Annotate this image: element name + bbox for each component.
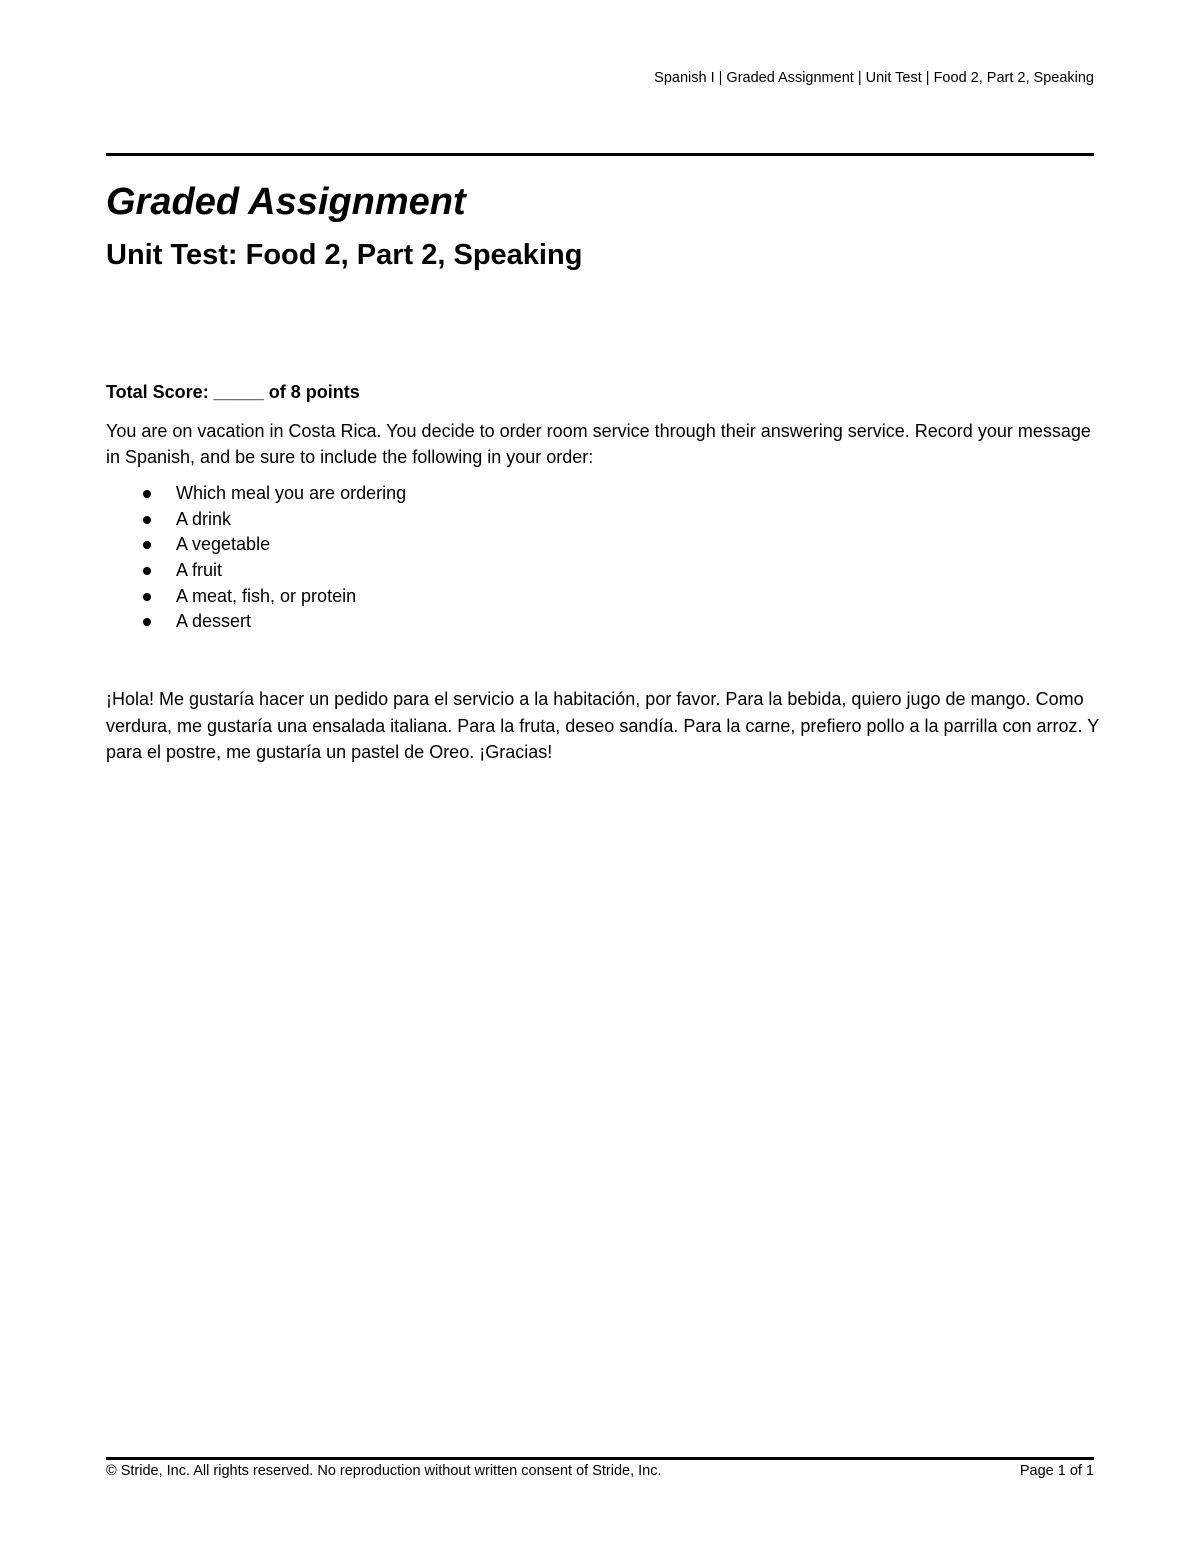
bullet-icon (143, 567, 151, 575)
top-divider (106, 153, 1094, 156)
footer-divider (106, 1457, 1094, 1460)
answer-paragraph: ¡Hola! Me gustaría hacer un pedido para el servicio a la habitación, por favor. Para la bebida, quiero jugo de mango. Como verdura, me gustaría una ensalada italiana. Para la fruta, deseo sandía. Para la carne, prefiero pollo a la parrilla con arroz. Y para el postre, me gustaría un pastel de Oreo. ¡Gracias! (106, 689, 1099, 762)
total-score: Total Score: _____ of 8 points (106, 382, 360, 402)
list-item (106, 558, 406, 584)
list-item-text: A dessert (176, 611, 252, 632)
bullet-icon (143, 593, 151, 601)
instructions-paragraph: You are on vacation in Costa Rica. You decide to order room service through their answering service. Record your message in Spanish, and be sure to include the following in your order: (106, 421, 1091, 467)
list-item (106, 481, 406, 507)
list-item-text: A vegetable (176, 534, 271, 555)
bullet-icon (143, 516, 151, 524)
page-subtitle: Unit Test: Food 2, Part 2, Speaking (106, 239, 583, 271)
list-item-text: A drink (176, 508, 232, 529)
list-item-text: Which meal you are ordering (176, 483, 407, 503)
list-item (106, 609, 406, 635)
page-number: Page 1 of 1 (1019, 1463, 1094, 1479)
list-item-text: A fruit (176, 560, 223, 581)
header-breadcrumb: Spanish I | Graded Assignment | Unit Test | Food 2, Part 2, Speaking (654, 70, 1094, 86)
list-item (106, 584, 406, 610)
bullet-icon (143, 490, 151, 498)
footer-copyright: © Stride, Inc. All rights reserved. No reproduction without written consent of Stride, Inc. (106, 1463, 662, 1479)
bullet-icon (143, 618, 151, 626)
list-item (106, 532, 406, 558)
page-title: Graded Assignment (106, 181, 466, 223)
list-item-text: A meat, fish, or protein (176, 585, 357, 606)
requirements-list (106, 481, 406, 635)
bullet-icon (143, 541, 151, 549)
list-item (106, 507, 406, 533)
